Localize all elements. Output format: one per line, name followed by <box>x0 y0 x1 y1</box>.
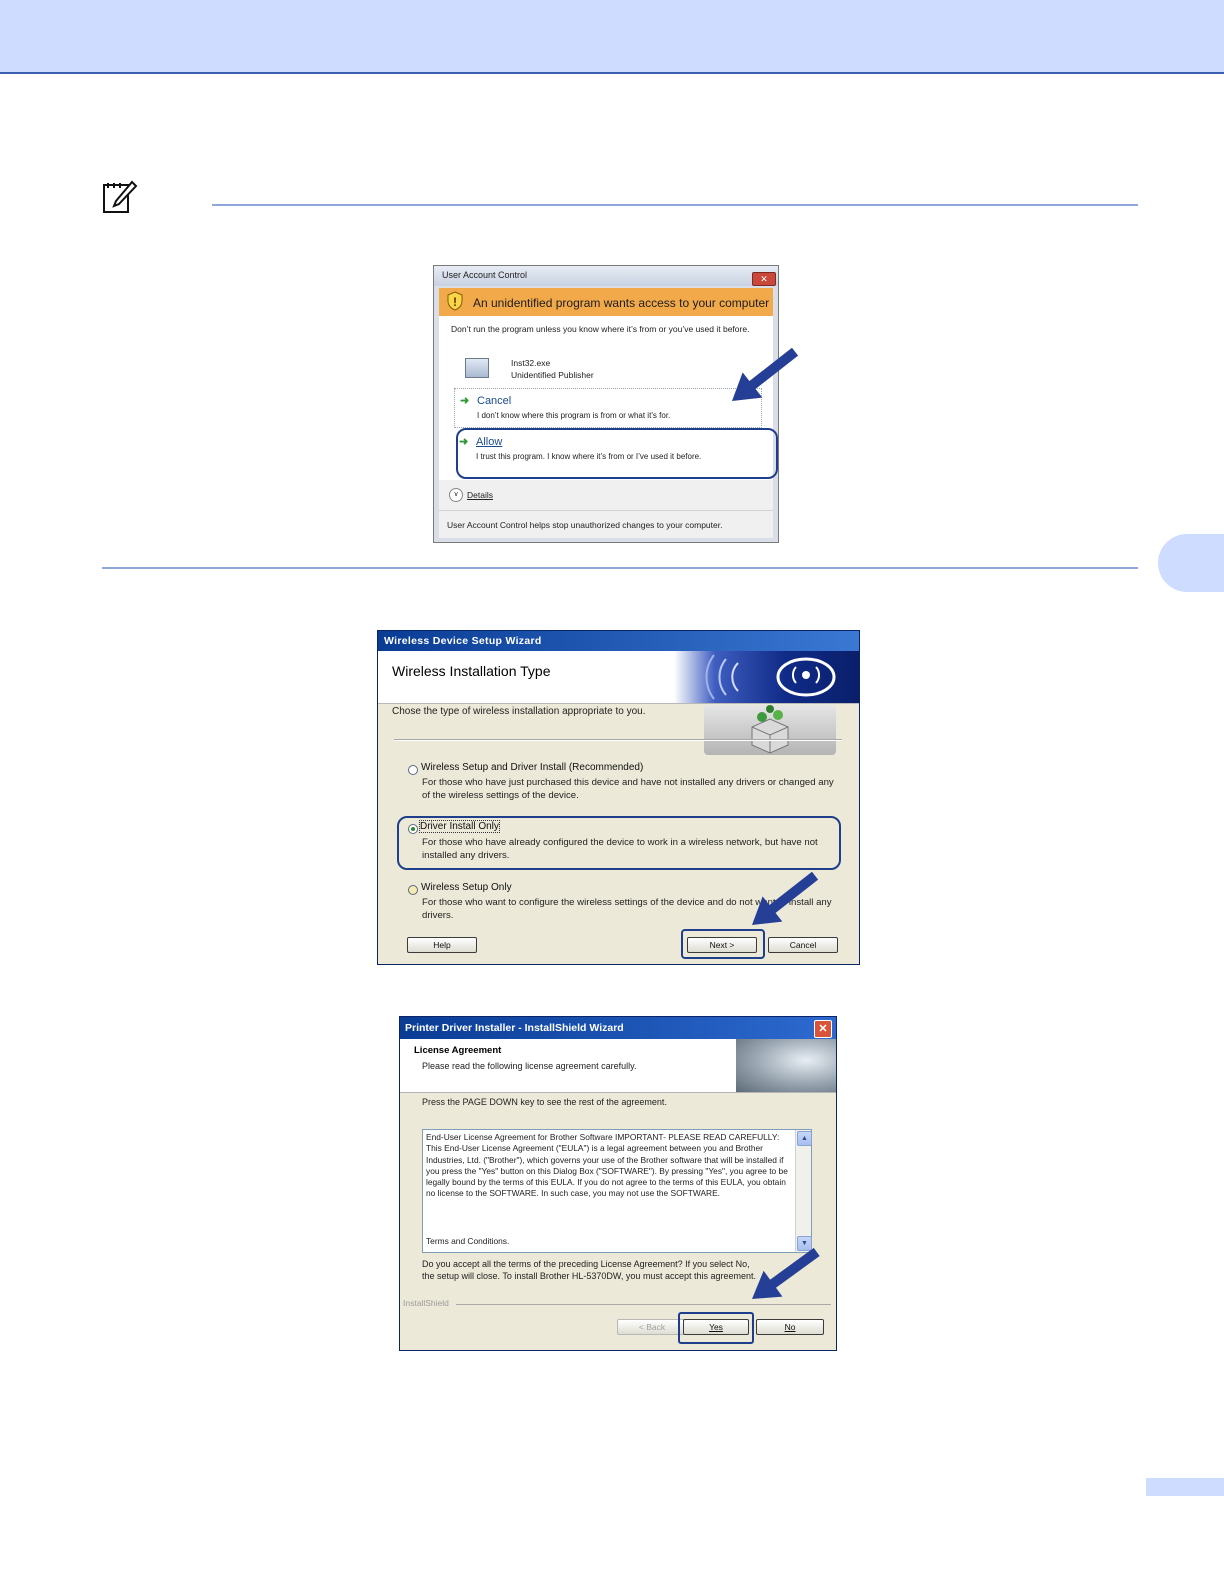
close-icon[interactable]: ✕ <box>752 272 776 286</box>
pagedown-hint: Press the PAGE DOWN key to see the rest of the agreement. <box>422 1097 667 1107</box>
chevron-down-icon[interactable]: ∨ <box>449 488 463 502</box>
option-label: Wireless Setup Only <box>421 882 512 893</box>
option-label: Driver Install Only <box>420 821 499 832</box>
license-subheading: Please read the following license agreement carefully. <box>422 1061 637 1071</box>
installshield-graphic <box>736 1039 836 1092</box>
installshield-header <box>400 1039 836 1093</box>
wizard-prompt: Chose the type of wireless installation appropriate to you. <box>392 706 646 717</box>
eula-text: End-User License Agreement for Brother Software IMPORTANT- PLEASE READ CAREFULLY: This End-User License Agreement ("EULA") is a legal agreement between you and Brother Industries, Ltd. ("Brother"), which governs your use of the Brother software that will be installed if you press the "Yes" button on this Dialog Box ("SOFTWARE"). By pressing "Yes", you agree to be legally bound by the terms of this EULA. If you do not agree to the terms of this EULA, you obtain no license to the SOFTWARE. In such case, you may not use the SOFTWARE. <box>426 1132 788 1199</box>
uac-cancel-option[interactable] <box>454 388 762 428</box>
uac-banner-text: An unidentified program wants access to your computer <box>473 296 770 310</box>
wireless-wizard-dialog <box>377 630 860 965</box>
wizard-heading: Wireless Installation Type <box>392 663 551 679</box>
license-text-box[interactable] <box>422 1129 812 1253</box>
help-button[interactable]: Help <box>407 937 477 953</box>
installshield-brand: InstallShield <box>403 1298 449 1308</box>
note-divider <box>212 204 1138 206</box>
page-number-tab <box>1146 1478 1224 1496</box>
installshield-title: Printer Driver Installer - InstallShield Wizard <box>405 1022 624 1034</box>
uac-warning-banner <box>439 288 773 316</box>
arrow-right-icon: ➜ <box>459 436 469 448</box>
header-band <box>0 0 1224 74</box>
brand-divider <box>456 1304 831 1305</box>
option-label: Wireless Setup and Driver Install (Recommended) <box>421 762 644 773</box>
highlight-outline <box>397 816 841 870</box>
installshield-titlebar <box>400 1017 836 1039</box>
chapter-tab <box>1158 534 1224 592</box>
highlight-outline <box>456 428 778 479</box>
scrollbar[interactable] <box>795 1130 811 1252</box>
option-description: For those who have just purchased this device and have not installed any drivers or changed any of the wireless settings of the device. <box>422 777 834 801</box>
wizard-titlebar <box>378 631 859 651</box>
option-description: For those who have already configured the device to work in a wireless network, but have not installed any drivers. <box>422 837 818 861</box>
section-divider <box>102 567 1138 569</box>
no-button[interactable]: No <box>756 1319 824 1335</box>
radio-wireless-only[interactable] <box>408 885 418 895</box>
uac-title: User Account Control <box>442 270 528 280</box>
license-heading: License Agreement <box>414 1045 502 1056</box>
wireless-logo <box>674 651 859 703</box>
close-icon[interactable]: ✕ <box>814 1020 832 1038</box>
uac-cancel-label: Cancel <box>477 395 512 407</box>
uac-dialog <box>433 265 779 543</box>
uac-titlebar <box>434 266 778 286</box>
scroll-down-icon[interactable]: ▼ <box>797 1236 812 1251</box>
svg-text:!: ! <box>453 295 457 309</box>
terms-heading: Terms and Conditions. <box>426 1236 510 1246</box>
uac-details-link[interactable]: Details <box>467 490 493 500</box>
wizard-header <box>378 651 859 704</box>
program-name: Inst32.exe <box>511 358 551 368</box>
wizard-separator <box>394 739 842 741</box>
uac-allow-label: Allow <box>476 436 503 448</box>
back-button[interactable]: < Back <box>617 1319 687 1335</box>
program-icon <box>465 358 489 378</box>
radio-wireless-and-driver[interactable] <box>408 765 418 775</box>
printer-setup-image <box>704 705 836 755</box>
scroll-up-icon[interactable]: ▲ <box>797 1131 812 1146</box>
option-description: For those who want to configure the wireless settings of the device and do not want to install any drivers. <box>422 897 832 921</box>
arrow-right-icon: ➜ <box>460 395 470 407</box>
note-icon <box>102 180 138 214</box>
program-publisher: Unidentified Publisher <box>511 370 594 380</box>
uac-footer-divider <box>439 510 773 511</box>
yes-button[interactable]: Yes <box>683 1319 749 1335</box>
cancel-button[interactable]: Cancel <box>768 937 838 953</box>
uac-footer <box>439 480 773 538</box>
uac-cancel-desc: I don’t know where this program is from or what it’s for. <box>477 411 671 420</box>
uac-warning-text: Don’t run the program unless you know where it’s from or you’ve used it before. <box>451 324 750 334</box>
shield-warning-icon <box>447 291 463 311</box>
wifi-icon <box>674 651 859 703</box>
next-button[interactable]: Next > <box>687 937 757 953</box>
wizard-title: Wireless Device Setup Wizard <box>384 635 542 647</box>
uac-footer-text: User Account Control helps stop unauthorized changes to your computer. <box>447 520 723 530</box>
accept-question: Do you accept all the terms of the preceding License Agreement? If you select No, the setup will close. To install Brother HL-5370DW, you must accept this agreement. <box>422 1259 756 1281</box>
uac-body <box>439 316 773 480</box>
uac-allow-desc: I trust this program. I know where it’s from or I’ve used it before. <box>476 452 702 461</box>
